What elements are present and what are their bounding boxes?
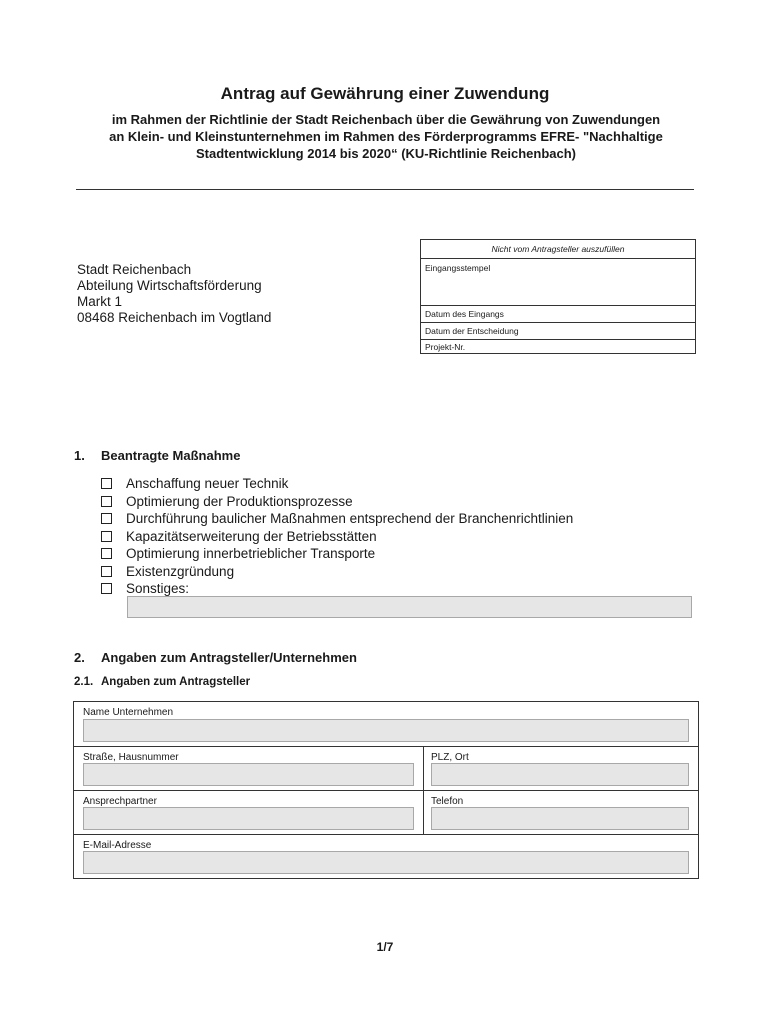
checkbox-construction-measures[interactable] <box>101 513 112 524</box>
email-input[interactable] <box>83 851 689 874</box>
document-title: Antrag auf Gewährung einer Zuwendung <box>220 84 550 103</box>
subtitle-line: im Rahmen der Richtlinie der Stadt Reichenbach über die Gewährung von Zuwendungen <box>111 112 661 127</box>
option-label: Durchführung baulicher Maßnahmen entsprechend der Branchenrichtlinien <box>126 511 574 527</box>
email-label: E-Mail-Adresse <box>83 840 152 851</box>
receipt-stamp-field: Eingangsstempel <box>421 259 695 306</box>
contact-person-input[interactable] <box>83 807 414 830</box>
measure-option <box>101 528 573 546</box>
option-label: Anschaffung neuer Technik <box>126 476 289 492</box>
contact-person-label: Ansprechpartner <box>83 796 157 807</box>
decision-date-field: Datum der Entscheidung <box>421 323 695 340</box>
received-date-field: Datum des Eingangs <box>421 306 695 323</box>
checkbox-production-optimization[interactable] <box>101 496 112 507</box>
address-line: Stadt Reichenbach <box>77 262 192 277</box>
measure-option <box>101 563 573 581</box>
measure-option <box>101 510 573 528</box>
document-subtitle <box>70 111 702 162</box>
phone-input[interactable] <box>431 807 689 830</box>
street-label: Straße, Hausnummer <box>83 752 179 763</box>
measure-option <box>101 493 573 511</box>
measure-option <box>101 580 573 598</box>
address-line: Abteilung Wirtschaftsförderung <box>77 278 262 293</box>
form-divider <box>74 746 698 747</box>
checkbox-capacity-expansion[interactable] <box>101 531 112 542</box>
section-2-title: Angaben zum Antragsteller/Unternehmen <box>101 650 357 665</box>
option-label: Existenzgründung <box>126 563 235 579</box>
address-line: 08468 Reichenbach im Vogtland <box>77 310 272 325</box>
phone-label: Telefon <box>431 796 464 807</box>
page-number: 1/7 <box>376 940 394 954</box>
checkbox-other[interactable] <box>101 583 112 594</box>
recipient-address <box>77 262 271 326</box>
section-1-number: 1. <box>74 448 85 463</box>
title-divider <box>76 189 694 190</box>
option-label: Kapazitätserweiterung der Betriebsstätten <box>126 528 377 544</box>
street-input[interactable] <box>83 763 414 786</box>
measure-checkbox-list <box>101 475 573 598</box>
form-divider <box>74 790 698 791</box>
section-2-number: 2. <box>74 650 85 665</box>
company-name-input[interactable] <box>83 719 689 742</box>
measure-option <box>101 545 573 563</box>
address-line: Markt 1 <box>77 294 123 309</box>
option-label: Optimierung innerbetrieblicher Transporte <box>126 546 376 562</box>
measure-option <box>101 475 573 493</box>
option-label: Optimierung der Produktionsprozesse <box>126 493 353 509</box>
checkbox-new-technology[interactable] <box>101 478 112 489</box>
section-1-title: Beantragte Maßnahme <box>101 448 241 463</box>
subsection-2-1-title: Angaben zum Antragsteller <box>101 676 251 688</box>
office-use-box <box>420 239 696 354</box>
zip-city-input[interactable] <box>431 763 689 786</box>
form-divider <box>74 834 698 835</box>
other-measure-input[interactable] <box>127 596 692 618</box>
zip-city-label: PLZ, Ort <box>431 752 469 763</box>
subsection-2-1-number: 2.1. <box>74 676 94 688</box>
subtitle-line: an Klein- und Kleinstunternehmen im Rahmen des Förderprogramms EFRE- "Nachhaltige <box>109 129 663 144</box>
checkbox-transport-optimization[interactable] <box>101 548 112 559</box>
office-use-header: Nicht vom Antragsteller auszufüllen <box>421 240 695 259</box>
project-number-field: Projekt-Nr. <box>425 342 466 352</box>
applicant-form <box>73 701 699 879</box>
subtitle-line: Stadtentwicklung 2014 bis 2020“ (KU-Richtlinie Reichenbach) <box>196 146 576 161</box>
checkbox-business-startup[interactable] <box>101 566 112 577</box>
option-label: Sonstiges: <box>126 581 190 597</box>
company-name-label: Name Unternehmen <box>83 707 174 718</box>
